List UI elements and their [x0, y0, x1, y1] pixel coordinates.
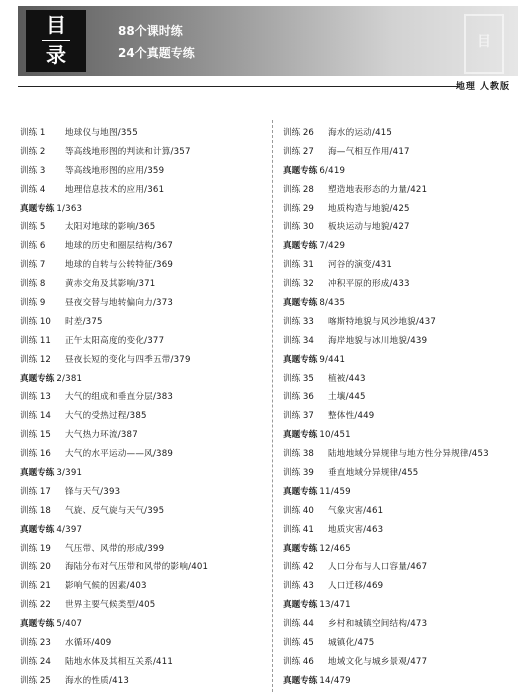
toc-entry-title: 11/459: [319, 486, 351, 497]
toc-entry: [20, 332, 265, 351]
toc-entry-title: 10/451: [319, 430, 351, 441]
toc-entry-label: 训练 21: [20, 581, 51, 592]
toc-entry-title: 5/407: [56, 619, 83, 630]
toc-entry-title: 垂直地域分异规律/455: [328, 468, 419, 479]
toc-entry-label: 训练 34: [283, 335, 314, 346]
toc-badge: [26, 10, 86, 72]
toc-entry-label: 训练 2: [20, 146, 46, 157]
toc-entry-title: 锋与天气/393: [65, 486, 121, 497]
toc-entry-label: 真题专练: [283, 165, 318, 176]
toc-entry-exam: [20, 464, 265, 483]
toc-entry: [283, 313, 523, 332]
toc-entry-label: 训练 22: [20, 600, 51, 611]
toc-entry: [283, 577, 523, 596]
toc-entry-exam: [20, 370, 265, 389]
toc-entry-label: 训练 38: [283, 449, 314, 460]
toc-entry-label: 训练 44: [283, 619, 314, 630]
toc-entry-label: 训练 41: [283, 524, 314, 535]
toc-entry: [20, 653, 265, 672]
toc-entry-title: 太阳对地球的影响/365: [65, 222, 156, 233]
toc-entry: [20, 294, 265, 313]
toc-entry-title: 气压带、风带的形成/399: [65, 543, 165, 554]
toc-entry: [283, 218, 523, 237]
toc-entry-title: 土壤/445: [328, 392, 366, 403]
toc-entry-title: 大气热力环流/387: [65, 430, 138, 441]
toc-entry: [283, 407, 523, 426]
toc-entry-label: 训练 33: [283, 316, 314, 327]
toc-entry: [20, 218, 265, 237]
toc-entry-title: 整体性/449: [328, 411, 375, 422]
toc-entry-label: 训练 23: [20, 638, 51, 649]
column-divider: [272, 120, 273, 692]
toc-entry-title: 海水的运动/415: [328, 128, 393, 138]
toc-entry-exam: [283, 672, 523, 691]
toc-right-column: [283, 124, 523, 691]
toc-entry-title: 黄赤交角及其影响/371: [65, 279, 156, 290]
toc-entry-title: 乡村和城镇空间结构/473: [328, 619, 428, 630]
toc-entry-label: 训练 4: [20, 184, 46, 195]
toc-entry-label: 训练 28: [283, 184, 314, 195]
toc-entry: [283, 502, 523, 521]
toc-entry-title: 14/479: [319, 675, 351, 686]
toc-entry-label: 真题专练: [283, 354, 318, 365]
toc-entry-title: 水循环/409: [65, 638, 112, 649]
header-deco-icon: 目: [464, 14, 504, 74]
toc-entry-title: 8/435: [319, 298, 346, 309]
toc-entry: [283, 388, 523, 407]
toc-entry: [20, 256, 265, 275]
toc-entry: [20, 577, 265, 596]
toc-entry-label: 训练 5: [20, 222, 46, 233]
toc-entry: [20, 162, 265, 181]
toc-entry-label: 训练 39: [283, 468, 314, 479]
header-summary: [118, 20, 195, 64]
toc-entry-label: 真题专练: [283, 241, 318, 252]
toc-entry-label: 训练 11: [20, 335, 51, 346]
toc-entry: [283, 143, 523, 162]
toc-entry-exam: [283, 426, 523, 445]
toc-entry-title: 地质构造与地貌/425: [328, 203, 410, 214]
toc-entry-title: 昼夜长短的变化与四季五带/379: [65, 354, 191, 365]
toc-entry-title: 大气的水平运动——风/389: [65, 449, 174, 460]
toc-entry-title: 陆地地域分异规律与地方性分异规律/453: [328, 449, 489, 460]
toc-entry-title: 板块运动与地貌/427: [328, 222, 410, 233]
toc-entry: [20, 407, 265, 426]
toc-entry-title: 13/471: [319, 600, 351, 611]
toc-entry-label: 训练 42: [283, 562, 314, 573]
toc-entry-exam: [283, 351, 523, 370]
toc-entry-title: 12/465: [319, 543, 351, 554]
edition-label: 地理 人教版: [455, 82, 510, 92]
toc-entry-exam: [283, 237, 523, 256]
toc-entry-label: 真题专练: [283, 430, 318, 441]
toc-entry-label: 训练 35: [283, 373, 314, 384]
header-rule: [18, 86, 460, 87]
toc-left-column: [20, 124, 265, 691]
toc-entry-title: 1/363: [56, 203, 83, 214]
toc-entry: [283, 256, 523, 275]
toc-entry-exam: [283, 162, 523, 181]
toc-entry-title: 6/419: [319, 165, 346, 176]
toc-entry-title: 人口迁移/469: [328, 581, 384, 592]
toc-entry-label: 训练 3: [20, 165, 46, 176]
toc-entry: [20, 275, 265, 294]
toc-entry-title: 3/391: [56, 468, 83, 479]
toc-entry-label: 真题专练: [283, 486, 318, 497]
toc-entry-label: 训练 26: [283, 128, 314, 138]
toc-entry-label: 训练 17: [20, 486, 51, 497]
toc-entry: [283, 653, 523, 672]
toc-badge-top: 目: [42, 11, 70, 41]
toc-entry-title: 喀斯特地貌与风沙地貌/437: [328, 316, 437, 327]
toc-entry-title: 地球的历史和圈层结构/367: [65, 241, 174, 252]
toc-entry-label: 训练 29: [283, 203, 314, 214]
toc-entry: [20, 445, 265, 464]
toc-entry: [20, 540, 265, 559]
toc-entry-label: 训练 16: [20, 449, 51, 460]
toc-entry: [20, 181, 265, 200]
toc-entry-title: 7/429: [319, 241, 346, 252]
toc-entry-label: 训练 40: [283, 505, 314, 516]
toc-entry-label: 训练 6: [20, 241, 46, 252]
toc-entry-label: 训练 46: [283, 656, 314, 667]
toc-entry-title: 9/441: [319, 354, 346, 365]
toc-entry: [20, 426, 265, 445]
toc-entry-title: 气旋、反气旋与天气/395: [65, 505, 165, 516]
toc-entry-label: 训练 36: [283, 392, 314, 403]
toc-entry-exam: [283, 540, 523, 559]
toc-entry: [283, 615, 523, 634]
toc-entry-title: 海—气相互作用/417: [328, 146, 410, 157]
toc-entry-label: 真题专练: [283, 675, 318, 686]
toc-entry: [20, 313, 265, 332]
toc-entry: [283, 332, 523, 351]
toc-entry-label: 训练 9: [20, 298, 46, 309]
toc-entry-label: 真题专练: [283, 600, 318, 611]
toc-entry-title: 气象灾害/461: [328, 505, 384, 516]
toc-entry: [283, 200, 523, 219]
toc-entry-label: 训练 19: [20, 543, 51, 554]
toc-entry-label: 训练 37: [283, 411, 314, 422]
toc-entry: [283, 124, 523, 143]
toc-entry-title: 河谷的演变/431: [328, 260, 393, 271]
toc-entry-title: 城镇化/475: [328, 638, 375, 649]
toc-entry-label: 训练 45: [283, 638, 314, 649]
toc-entry-title: 海岸地貌与冰川地貌/439: [328, 335, 428, 346]
toc-entry: [20, 502, 265, 521]
toc-entry-label: 训练 31: [283, 260, 314, 271]
toc-entry-title: 地域文化与城乡景观/477: [328, 656, 428, 667]
toc-entry-title: 等高线地形图的判读和计算/357: [65, 146, 191, 157]
toc-entry-title: 地球仪与地图/355: [65, 128, 138, 138]
toc-entry-title: 时差/375: [65, 316, 103, 327]
toc-entry-exam: [283, 483, 523, 502]
toc-entry-label: 训练 18: [20, 505, 51, 516]
toc-header-banner: [18, 6, 518, 76]
toc-entry-title: 海水的性质/413: [65, 675, 130, 686]
toc-entry: [20, 634, 265, 653]
toc-entry-exam: [20, 200, 265, 219]
toc-entry: [283, 558, 523, 577]
toc-entry: [20, 237, 265, 256]
toc-entry: [20, 388, 265, 407]
toc-entry-title: 大气的受热过程/385: [65, 411, 147, 422]
toc-entry-label: 真题专练: [283, 298, 318, 309]
toc-entry-title: 4/397: [56, 524, 83, 535]
toc-entry-exam: [20, 521, 265, 540]
toc-entry-label: 训练 30: [283, 222, 314, 233]
toc-entry-title: 陆地水体及其相互关系/411: [65, 656, 174, 667]
toc-entry-label: 训练 27: [283, 146, 314, 157]
toc-entry-title: 昼夜交替与地转偏向力/373: [65, 298, 174, 309]
toc-entry-exam: [283, 596, 523, 615]
toc-entry-title: 正午太阳高度的变化/377: [65, 335, 165, 346]
toc-entry-title: 世界主要气候类型/405: [65, 600, 156, 611]
toc-entry-label: 训练 1: [20, 128, 46, 138]
toc-badge-bottom: 录: [46, 43, 66, 67]
toc-entry: [20, 596, 265, 615]
toc-entry-label: 训练 14: [20, 411, 51, 422]
toc-entry-title: 海陆分布对气压带和风带的影响/401: [65, 562, 209, 573]
toc-entry: [283, 370, 523, 389]
toc-entry-title: 人口分布与人口容量/467: [328, 562, 428, 573]
toc-entry-label: 训练 13: [20, 392, 51, 403]
toc-entry: [283, 634, 523, 653]
toc-entry-label: 训练 12: [20, 354, 51, 365]
toc-entry-label: 真题专练: [20, 619, 55, 630]
header-line-1: 88个课时练: [118, 24, 183, 38]
header-line-2: 24个真题专练: [118, 46, 195, 60]
toc-entry-title: 植被/443: [328, 373, 366, 384]
toc-entry: [283, 181, 523, 200]
toc-entry-label: 训练 7: [20, 260, 46, 271]
toc-entry-title: 地理信息技术的应用/361: [65, 184, 165, 195]
toc-entry-title: 地质灾害/463: [328, 524, 384, 535]
toc-entry-label: 真题专练: [20, 203, 55, 214]
toc-entry: [283, 521, 523, 540]
toc-entry-label: 训练 20: [20, 562, 51, 573]
toc-entry-title: 大气的组成和垂直分层/383: [65, 392, 174, 403]
toc-entry-exam: [283, 294, 523, 313]
toc-entry-label: 真题专练: [283, 543, 318, 554]
toc-entry: [20, 143, 265, 162]
toc-entry-title: 等高线地形图的应用/359: [65, 165, 165, 176]
toc-entry: [283, 464, 523, 483]
toc-entry-title: 冲积平原的形成/433: [328, 279, 410, 290]
toc-entry: [20, 558, 265, 577]
toc-entry-label: 训练 10: [20, 316, 51, 327]
toc-entry-title: 2/381: [56, 373, 83, 384]
toc-entry-label: 真题专练: [20, 468, 55, 479]
toc-entry-title: 塑造地表形态的力量/421: [328, 184, 428, 195]
toc-entry-exam: [20, 615, 265, 634]
toc-entry: [20, 483, 265, 502]
toc-entry-label: 训练 32: [283, 279, 314, 290]
toc-entry-label: 真题专练: [20, 373, 55, 384]
toc-entry-label: 训练 15: [20, 430, 51, 441]
toc-entry-label: 真题专练: [20, 524, 55, 535]
toc-entry: [20, 672, 265, 691]
toc-entry-title: 影响气候的因素/403: [65, 581, 147, 592]
toc-entry: [283, 275, 523, 294]
toc-entry: [283, 445, 523, 464]
toc-entry-label: 训练 8: [20, 279, 46, 290]
toc-entry: [20, 351, 265, 370]
toc-entry-label: 训练 24: [20, 656, 51, 667]
toc-entry-label: 训练 43: [283, 581, 314, 592]
toc-entry: [20, 124, 265, 143]
toc-entry-title: 地球的自转与公转特征/369: [65, 260, 174, 271]
toc-entry-label: 训练 25: [20, 675, 51, 686]
